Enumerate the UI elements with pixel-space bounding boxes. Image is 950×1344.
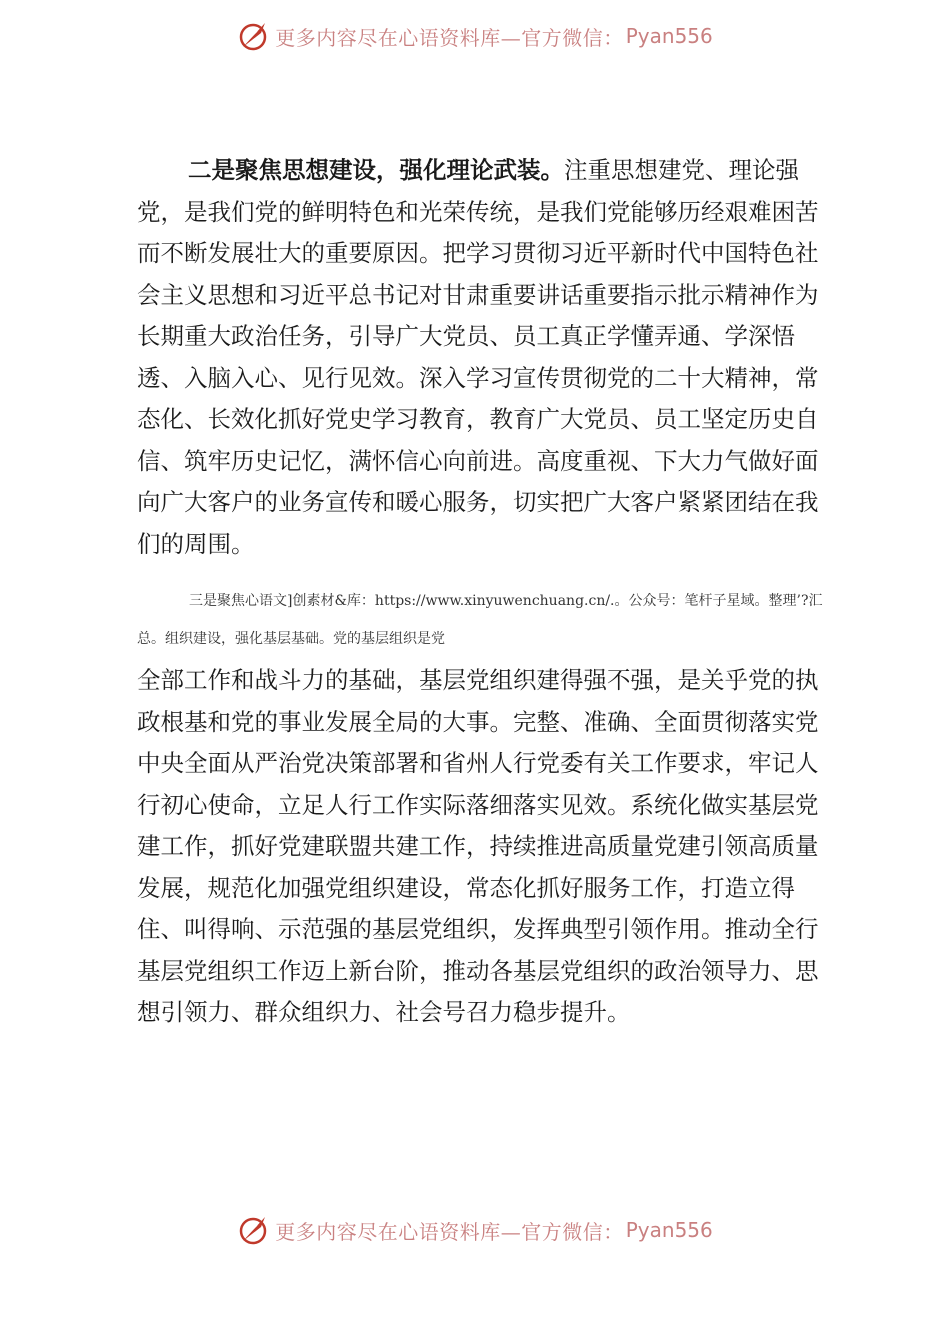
paragraph-lead: 二是聚焦思想建设，强化理论武装。 [188, 156, 564, 184]
banner-wechat-id: Pyan556 [625, 1218, 713, 1242]
banner-text: 更多内容尽在心语资料库—官方微信： [275, 1219, 624, 1244]
banner-wechat-id: Pyan556 [625, 24, 713, 48]
paragraph-body: 注重思想建党、理论强党，是我们党的鲜明特色和光荣传统，是我们党能够历经艰难困苦而不断发展壮大的重要原因。把学习贯彻习近平新时代中国特色社会主义思想和习近平总书记对甘肃重要讲话重要指示批示精神作为长期重大政治任务，引导广大党员、员工真正学懂弄通、学深悟透、入脑入心、见行见效。深入学习宣传贯彻党的二十大精神，常态化、长效化抓好党史学习教育，教育广大党员、员工坚定历史自信、筑牢历史记忆，满怀信心向前进。高度重视、下大力气做好面向广大客户的业务宣传和暖心服务，切实把广大客户紧紧团结在我们的周围。 [137, 156, 819, 558]
quill-logo-icon [237, 1213, 271, 1247]
header-banner [0, 14, 950, 58]
banner-text: 更多内容尽在心语资料库—官方微信： [275, 25, 624, 50]
paragraph-ideological-building [137, 150, 837, 565]
footer-banner [0, 1208, 950, 1252]
paragraph-organization-building: 全部工作和战斗力的基础，基层党组织建得强不强，是关乎党的执政根基和党的事业发展全局的大事。完整、准确、全面贯彻落实党中央全面从严治党决策部署和省州人行党委有关工作要求，牢记人行初心使命，立足人行工作实际落细落实见效。系统化做实基层党建工作，抓好党建联盟共建工作，持续推进高质量党建引领高质量发展，规范化加强党组织建设，常态化抓好服务工作，打造立得住、叫得响、示范强的基层党组织，发挥典型引领作用。推动全行基层党组织工作迈上新台阶，推动各基层党组织的政治领导力、思想引领力、群众组织力、社会号召力稳步提升。 [137, 666, 819, 1026]
quill-logo-icon [237, 19, 271, 53]
inserted-note-line: 三是聚焦心语文]创素材&库：https://www.xinyuwenchuang.cn/.。公众号：笔杆子星域。整理’?汇总。组织建设，强化基层基础。党的基层组织是党 [137, 593, 823, 647]
